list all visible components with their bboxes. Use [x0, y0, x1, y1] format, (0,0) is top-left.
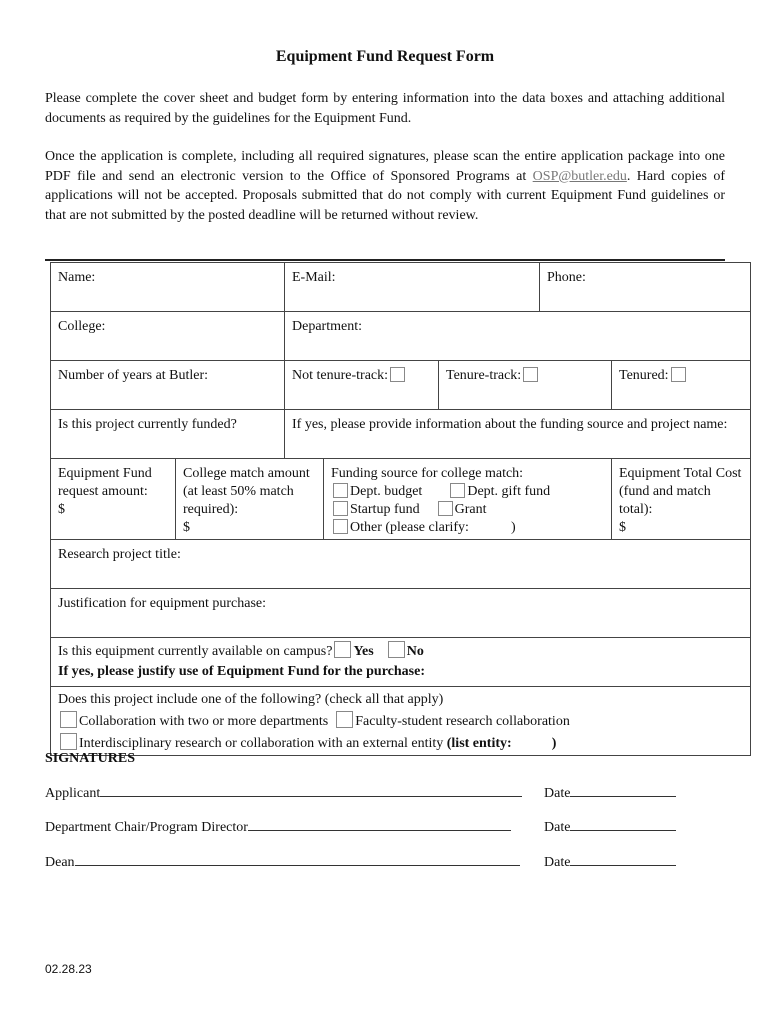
intro-paragraph-2	[45, 147, 725, 225]
funded-question-cell[interactable]	[51, 410, 284, 458]
justify-use-label: If yes, please justify use of Equipment Fund for the purchase:	[58, 664, 426, 679]
yes-label: Yes	[353, 644, 374, 659]
dean-signature-line[interactable]	[45, 855, 520, 871]
request-amount-dollar: $	[58, 502, 65, 517]
form-row-contact	[51, 263, 750, 311]
tenure-track-cell	[438, 361, 611, 409]
form-title: Equipment Fund Request Form	[275, 48, 495, 65]
startup-fund-label: Startup fund	[350, 502, 420, 517]
chair-label: Department Chair/Program Director	[45, 820, 248, 835]
request-amount-label: Equipment Fund request amount:	[58, 466, 152, 499]
phone-label: Phone:	[547, 270, 586, 285]
dean-date-line[interactable]	[544, 855, 676, 871]
availability-question: Is this equipment currently available on campus?	[58, 644, 333, 659]
funded-info-cell[interactable]	[284, 410, 750, 458]
not-tenure-label: Not tenure-track:	[292, 368, 389, 383]
not-tenure-cell	[284, 361, 438, 409]
form-row-availability	[51, 637, 750, 686]
startup-fund-checkbox[interactable]	[333, 501, 348, 516]
dean-date-label: Date	[544, 855, 571, 870]
applicant-label: Applicant	[45, 786, 101, 801]
other-close-paren: )	[510, 520, 516, 535]
grant-checkbox[interactable]	[438, 501, 453, 516]
intro-paragraph-2-text: Once the application is complete, including all required signatures, please scan the entire application package into one PDF file and send an electronic version to the Office of Sponsored Programs at	[45, 149, 725, 184]
collaboration-cell	[51, 687, 750, 755]
not-tenure-checkbox[interactable]	[390, 367, 405, 382]
total-cost-dollar: $	[619, 520, 626, 535]
tenure-track-label: Tenure-track:	[446, 368, 522, 383]
collab-depts-checkbox[interactable]	[60, 711, 77, 728]
dept-budget-label: Dept. budget	[350, 484, 423, 499]
college-match-cell[interactable]	[175, 459, 323, 539]
applicant-signature-line[interactable]	[45, 786, 522, 802]
funded-question-label: Is this project currently funded?	[58, 417, 237, 432]
availability-cell	[51, 638, 750, 686]
faculty-student-label: Faculty-student research collaboration	[355, 714, 570, 729]
applicant-date-line[interactable]	[544, 786, 676, 802]
applicant-date-label: Date	[544, 786, 571, 801]
tenured-label: Tenured:	[619, 368, 669, 383]
grant-label: Grant	[454, 502, 487, 517]
other-checkbox[interactable]	[333, 519, 348, 534]
request-form-table	[50, 262, 751, 756]
total-cost-label: Equipment Total Cost (fund and match total):	[619, 466, 742, 517]
form-row-budget	[51, 458, 750, 539]
intro-paragraph-1: Please complete the cover sheet and budget form by entering information into the data boxes and attaching additional documents as required by the guidelines for the Equipment Fund.	[45, 91, 725, 126]
no-checkbox[interactable]	[388, 641, 405, 658]
form-row-collaboration	[51, 686, 750, 755]
divider-line	[45, 259, 725, 261]
email-field[interactable]	[284, 263, 539, 311]
total-cost-cell[interactable]	[611, 459, 750, 539]
research-title-field[interactable]	[51, 540, 750, 588]
college-match-label: College match amount (at least 50% match required):	[183, 466, 310, 517]
list-entity-label: (list entity:	[446, 736, 512, 751]
intro-paragraph-2-tail: . Hard copies of applications will not be accepted. Proposals submitted that do not comply with current Equipment Fund guidelines or that are not submitted by the posted deadline will be returned without review.	[45, 168, 726, 223]
chair-signature-line[interactable]	[45, 820, 511, 836]
department-field[interactable]	[284, 312, 750, 360]
tenured-checkbox[interactable]	[671, 367, 686, 382]
college-match-dollar: $	[183, 520, 190, 535]
signatures-heading: SIGNATURES	[45, 751, 135, 766]
college-field[interactable]	[51, 312, 284, 360]
form-row-justification	[51, 588, 750, 637]
chair-date-label: Date	[544, 820, 571, 835]
osp-email-link[interactable]: OSP@butler.edu	[532, 168, 627, 184]
college-label: College:	[58, 319, 106, 334]
dept-budget-checkbox[interactable]	[333, 483, 348, 498]
years-label: Number of years at Butler:	[58, 368, 209, 383]
form-row-funded	[51, 409, 750, 458]
tenure-track-checkbox[interactable]	[523, 367, 538, 382]
version-date: 02.28.23	[45, 962, 92, 976]
tenured-cell	[611, 361, 750, 409]
phone-field[interactable]	[539, 263, 750, 311]
dept-gift-checkbox[interactable]	[450, 483, 465, 498]
no-label: No	[406, 644, 424, 659]
request-amount-cell[interactable]	[51, 459, 175, 539]
department-label: Department:	[292, 319, 362, 334]
years-field[interactable]	[51, 361, 284, 409]
list-entity-close: )	[551, 736, 557, 751]
funded-info-label: If yes, please provide information about the funding source and project name:	[292, 417, 728, 432]
funding-source-label: Funding source for college match:	[331, 466, 524, 481]
form-row-college	[51, 311, 750, 360]
chair-date-line[interactable]	[544, 820, 676, 836]
justification-field[interactable]	[51, 589, 750, 637]
interdisciplinary-checkbox[interactable]	[60, 733, 77, 750]
name-field[interactable]	[51, 263, 284, 311]
dept-gift-label: Dept. gift fund	[467, 484, 551, 499]
funding-source-cell	[323, 459, 611, 539]
justification-label: Justification for equipment purchase:	[58, 596, 266, 611]
include-question: Does this project include one of the following? (check all that apply)	[58, 692, 444, 707]
dean-label: Dean	[45, 855, 75, 870]
research-title-label: Research project title:	[58, 547, 181, 562]
interdisciplinary-label: Interdisciplinary research or collaboration with an external entity	[79, 736, 444, 751]
form-row-research-title	[51, 539, 750, 588]
faculty-student-checkbox[interactable]	[336, 711, 353, 728]
yes-checkbox[interactable]	[334, 641, 351, 658]
email-label: E-Mail:	[292, 270, 336, 285]
other-label: Other (please clarify:	[350, 520, 469, 535]
collab-depts-label: Collaboration with two or more departments	[79, 714, 329, 729]
form-row-tenure	[51, 360, 750, 409]
name-label: Name:	[58, 270, 96, 285]
